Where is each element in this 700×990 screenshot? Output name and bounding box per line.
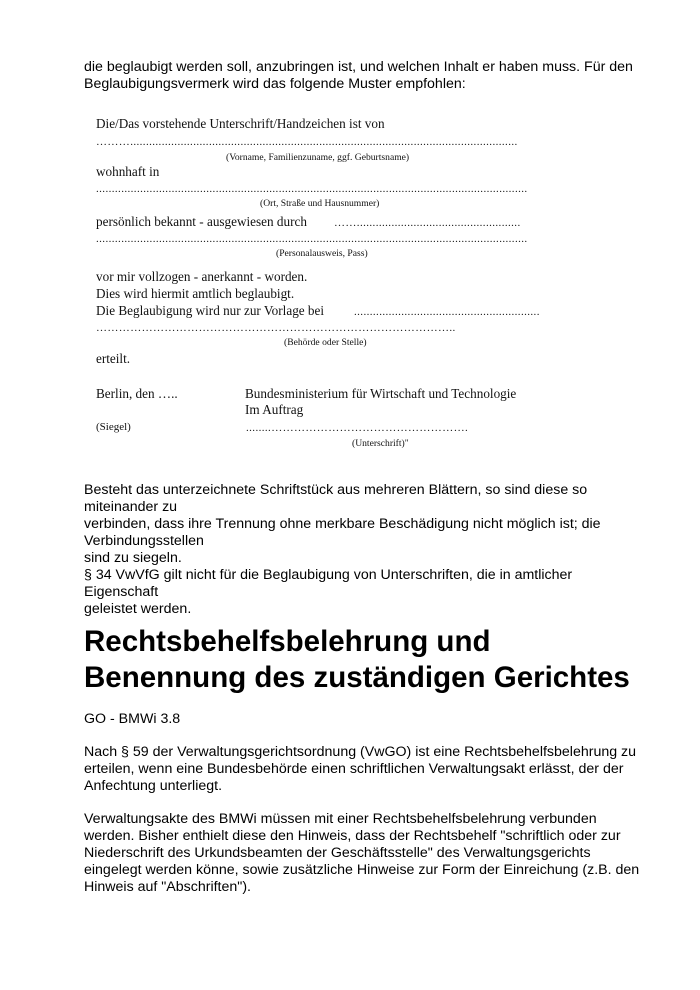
section-heading: [84, 624, 684, 696]
binding-instructions: [84, 482, 624, 618]
body-line-4: Verbindungsstellen: [84, 533, 204, 549]
body-line-6: § 34 VwVfG gilt nicht für die Beglaubigung von Unterschriften, die in amtlicher: [84, 567, 573, 583]
dotted-line-authority-1: ...........................................................: [354, 306, 540, 318]
heading-line-1: Rechtsbehelfsbelehrung und: [84, 625, 491, 658]
body-line-5: sind zu siegeln.: [84, 550, 182, 566]
dotted-line-authority-2: …………………………………………………………………………………..: [96, 322, 456, 334]
dotted-line-name: ………...........................................................................................................................: [96, 136, 518, 148]
intro-line-2: Beglaubigungsvermerk wird das folgende Muster empfohlen:: [84, 76, 466, 92]
paragraph-vwgo: Nach § 59 der Verwaltungsgerichtsordnung (VwGO) ist eine Rechtsbehelfsbelehrung zu erteilen, wenn eine Bundesbehörde einen schriftlichen Verwaltungsakt erlässt, der der Anfechtung unterliegt.: [84, 744, 637, 794]
dotted-line-address: .........................................................................................................................................: [96, 183, 528, 195]
caption-name: (Vorname, Familienzuname, ggf. Geburtsname): [226, 152, 410, 163]
on-behalf: Im Auftrag: [245, 402, 304, 417]
paragraph-administrative-acts: Verwaltungsakte des BMWi müssen mit einer Rechtsbehelfsbelehrung verbunden werden. Bisher enthielt diese den Hinweis, dass der Rechtsbehelf "schriftlich oder zur Niederschrift des Urkundsbeamten der Geschäftsstelle" des Verwaltungsgerichts eingelegt werden könne, sowie zusätzliche Hinweise zur Form der Einreichung (z.B. den Hinweis auf "Abschriften").: [84, 811, 640, 895]
caption-signature: (Unterschrift)": [352, 438, 409, 449]
template-line-issued: erteilt.: [96, 351, 131, 366]
dotted-line-id-2: .........................................................................................................................................: [96, 233, 528, 245]
ministry-name: Bundesministerium für Wirtschaft und Technologie: [245, 386, 517, 401]
body-line-1: Besteht das unterzeichnete Schriftstück aus mehreren Blättern, so sind diese so: [84, 482, 588, 498]
place-date: Berlin, den …..: [96, 386, 178, 401]
heading-line-2: Benennung des zuständigen Gerichtes: [84, 661, 630, 694]
template-line-signature-of: Die/Das vorstehende Unterschrift/Handzeichen ist von: [96, 116, 385, 131]
body-line-2: miteinander zu: [84, 499, 178, 515]
dotted-line-id-1: ……....................................................: [334, 217, 521, 229]
seal-label: (Siegel): [96, 421, 131, 433]
caption-address: (Ort, Straße und Hausnummer): [260, 198, 380, 209]
certification-template: [96, 116, 576, 456]
caption-authority: (Behörde oder Stelle): [284, 337, 367, 348]
template-line-residence: wohnhaft in: [96, 164, 160, 179]
intro-paragraph: [84, 59, 644, 93]
body-line-3: verbinden, dass ihre Trennung ohne merkbare Beschädigung nicht möglich ist; die: [84, 516, 601, 532]
template-line-executed: vor mir vollzogen - anerkannt - worden.: [96, 269, 308, 284]
caption-id-document: (Personalausweis, Pass): [276, 248, 368, 259]
body-line-8: geleistet werden.: [84, 601, 192, 617]
template-line-submission: Die Beglaubigung wird nur zur Vorlage bei: [96, 303, 325, 318]
dotted-line-signature: ........…………………………………………….: [246, 422, 469, 434]
template-line-certified: Dies wird hiermit amtlich beglaubigt.: [96, 286, 295, 301]
template-line-identified-by: persönlich bekannt - ausgewiesen durch: [96, 214, 307, 229]
rule-reference: GO - BMWi 3.8: [84, 711, 181, 727]
body-line-7: Eigenschaft: [84, 584, 159, 600]
intro-line-1: die beglaubigt werden soll, anzubringen ist, und welchen Inhalt er haben muss. Für den: [84, 59, 633, 75]
